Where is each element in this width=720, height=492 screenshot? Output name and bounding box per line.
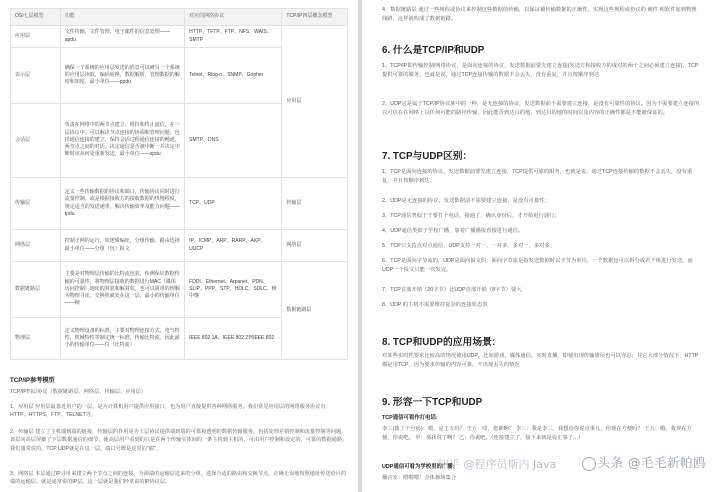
protocol-cell: HTTP、TFTP、FTP、NFS、WAIS、SMTP (185, 26, 282, 48)
paragraph: 李三(拨了个号码)：喂，是王五吗？ 王五：哎，您谁啊？ 李三：我是李三，我想给你说点事儿，你现在方便吗？ 王五：哦，我现在方便，你说吧。 甲：那我说了啊？ 乙：你说吧。（连接建立了，接下来就是说正事了…） (382, 426, 692, 441)
protocol-cell: FDDI、Ethernet、Arpanet、PDN、SLIP、PPP、STP、HDLC、SDLC、帧中继 (185, 262, 282, 318)
layer-cell: 物理层 (11, 318, 61, 360)
list-item: 2、UDP是无连接的协议，发送数据前不需要建立连接，是没有可靠性； (382, 198, 550, 204)
function-cell: 确保一个系统的应用层发送的消息可以被另一个系统的应用层读取，编码转换，数据解析，管理数据的解密和加密，最小单位——ppdu (60, 48, 184, 104)
layer-cell: 表示层 (11, 48, 61, 104)
function-cell: 主要是对物理层传输的比特流包装，检测保证数据传输的可靠性，将物理层接收的数据进行MAC（媒体访问控制）地址的封装和解封装，也可以简单的理解为物理寻址。交换机就处在这一层，最小的传输单位——帧 (60, 262, 184, 318)
paragraph: TCP/IP四层协议（数据链路层、网络层、传输层、应用层） (10, 389, 147, 395)
subheading: TCP通信可看作打电话: (382, 415, 438, 421)
table-header-cell: 功能 (60, 9, 184, 26)
watermark-text: 头条 @毛毛新帕鸥 (597, 455, 706, 470)
function-cell: 负责在网络中的两节点建立，维持和终止通信，在一层协议中，可以解决节点连接的协调和管理问题，包括通信连接的建立，保持会话过程通信连接的畅通，两节点之间的对话，决定通信是否被中断一并决定中断时该从何处重新发送，最小单位——spdu (60, 104, 184, 178)
protocol-cell: SMTP、DNS (185, 104, 282, 178)
zhihu-watermark: 知乎 @程序员斯内 Java (438, 458, 557, 471)
tcpip-layer-cell: 应用层 (282, 26, 348, 178)
table-header-cell: OSI七层模型 (11, 9, 61, 26)
table-row (11, 26, 348, 48)
protocol-cell: IEEE 802.1A、IEEE 802.2到IEEE 802. (185, 318, 282, 360)
function-cell: 定义物理设备的标准，主要对物理连接方式，电气特性，机械特性等制定统一标准，传输比特流，因此最小的传输单位——位（比特流） (60, 318, 184, 360)
paragraph: 对某些实时性要求比较高的情况使用UDP，比如游戏，媒体通信，实时直播，即使出现传输错误也可以容忍；其它大部分情况下，HTTP都是用TCP，因为要求传输的内容可靠，不出现丢失的情况 (382, 353, 699, 368)
list-item: 7、TCP首部开销（20字节）比UDP首部开销（8字节）要大 (382, 287, 522, 293)
paragraph: 2、传输层 建立了主机端到端的链接，传输层的作用是为上层协议提供端到端的可靠和透明的数据传输服务，包括处理差错控制和流量控制等问题。该层向高层屏蔽了下层数据通信的细节，使高层用户看到的只是在两个传输实体间的一条主机到主机的、可由用户控制和设定的、可靠的数据通路。我们通常说的，TCP UDP就是在这一层。端口号既是这里的"端"。 (10, 429, 348, 452)
watermark-logo-icon (582, 457, 596, 471)
paragraph: 1、TCP/IP即传输控制/网络协议，是面向连接的协议，发送数据前要先建立连接(发送方和接收方的成对的两个之间必须建立连接)，TCP提供可靠的服务，也就是说，通过TCP连接传输的数据不会丢失，没有重复，并且按顺序到达 (382, 63, 699, 78)
layer-cell: 数据链路层 (11, 262, 61, 318)
left-document-page (0, 0, 358, 492)
paragraph: 播音室：喂喂喂！全体操场集合 (382, 475, 457, 481)
paragraph: 3、网络层 本层通过IP寻址来建立两个节点之间的连接，为源端的运输层送来的分组，选择合适的路由和交换节点，正确无误地按照地址传送给目的端的运输层。就是通常说的IP层。这一层就是我们经常说的IP协议层。 (10, 471, 347, 486)
list-item: 6、TCP是面向字节流的，UDP是面向报文的；面向字节流是指发送数据时以字节为单位，一个数据包可以拆分成若干组进行发送，而UDP一个报文只能一次发完。 (382, 258, 693, 273)
function-cell: 文件传输，文件管理，电子邮件的信息处理——apdu (60, 26, 184, 48)
table-header-row (11, 9, 348, 26)
paragraph: 4、数据链路层 通过一些规程或协议来控制这些数据的传输，以保证被传输数据的正确性。实现这些规程或协议的 硬件 和软件加到物理线路，这样就构成了数据链路。 (382, 7, 697, 22)
section-heading: 7. TCP与UDP区别： (382, 151, 473, 162)
osi-model-table (10, 8, 348, 360)
table-header-cell: TCP/IP四层概念模型 (282, 9, 348, 26)
protocol-cell: IP、ICMP、ARP、RARP、AKP、UUCP (185, 230, 282, 262)
layer-cell: 应用层 (11, 26, 61, 48)
list-item: 5、TCP只支持点对点通信，UDP支持一对一、一对多、多对一、多对多； (382, 243, 556, 249)
list-item: 3、TCP通信类似于于要打个电话，接通了，确认身份后，才开始进行通行； (382, 213, 560, 219)
layer-cell: 传输层 (11, 178, 61, 230)
toutiao-watermark (582, 453, 706, 471)
right-document-page (362, 0, 720, 492)
tcpip-layer-cell: 网络层 (282, 230, 348, 262)
list-item: 8、UDP 的主机不需要维持复杂的连接状态表 (382, 302, 488, 308)
subheading: UDP通信可看为学校里的广播: (382, 464, 455, 470)
layer-cell: 会话层 (11, 104, 61, 178)
list-item: 1、TCP是面向连接的协议，发送数据前要先建立连接，TCP提供可靠的服务，也就是说，通过TCP连接传输的数据不会丢失，没有重复，并且按顺序到达； (382, 169, 693, 184)
tcpip-layer-cell: 传输层 (282, 178, 348, 230)
section-heading: 9. 形容一下TCP和UDP (382, 397, 483, 408)
section-heading: 6. 什么是TCP/IP和UDP (382, 45, 485, 56)
tcpip-layer-cell: 数据链路层 (282, 262, 348, 360)
paragraph: 2、UDP它是属于TCP/IP协议族中的一种，是无连接的协议，发送数据前不需要建立连接，是没有可靠性的协议。因为不需要建立连接所以可以在在网络上以任何可能的路径传输，因此能否到达目的地，到达目的地的时间以及内容的正确性都是不能被保证的。 (382, 101, 700, 116)
table-row (11, 178, 348, 230)
protocol-cell: TCP、UDP (185, 178, 282, 230)
function-cell: 控制子网的运行，如逻辑编址，分组传输，路由选择最小单位——分组（包）报文 (60, 230, 184, 262)
layer-cell: 网络层 (11, 230, 61, 262)
section-title: TCP/IP参考模型 (10, 377, 55, 384)
table-header-cell: 对应的网络协议 (185, 9, 282, 26)
paragraph: 1、应用层 应用层最靠近用户的一层，是为计算机用户提供应用接口，也为用户直接提供各种网络服务。我们常见应用层的网络服务协议有：HTTP、HTTPS、FTP、TELNET等。 (10, 404, 331, 419)
section-heading: 8. TCP和UDP的应用场景: (382, 337, 496, 348)
function-cell: 定义一些传输数据的协议和端口，传输协议同时进行流量控制，或是根据接收方的接收数据的快慢程度，规定适当的发送速率，解决传输效率及能力问题——tpdu (60, 178, 184, 230)
protocol-cell: Telnet、Rlog-n、SNMP、Gopher (185, 48, 282, 104)
table-row (11, 262, 348, 318)
list-item: 4、UDP通信类似于学校广播，靠着广播播报直接进行通信。 (382, 228, 524, 234)
table-row (11, 230, 348, 262)
